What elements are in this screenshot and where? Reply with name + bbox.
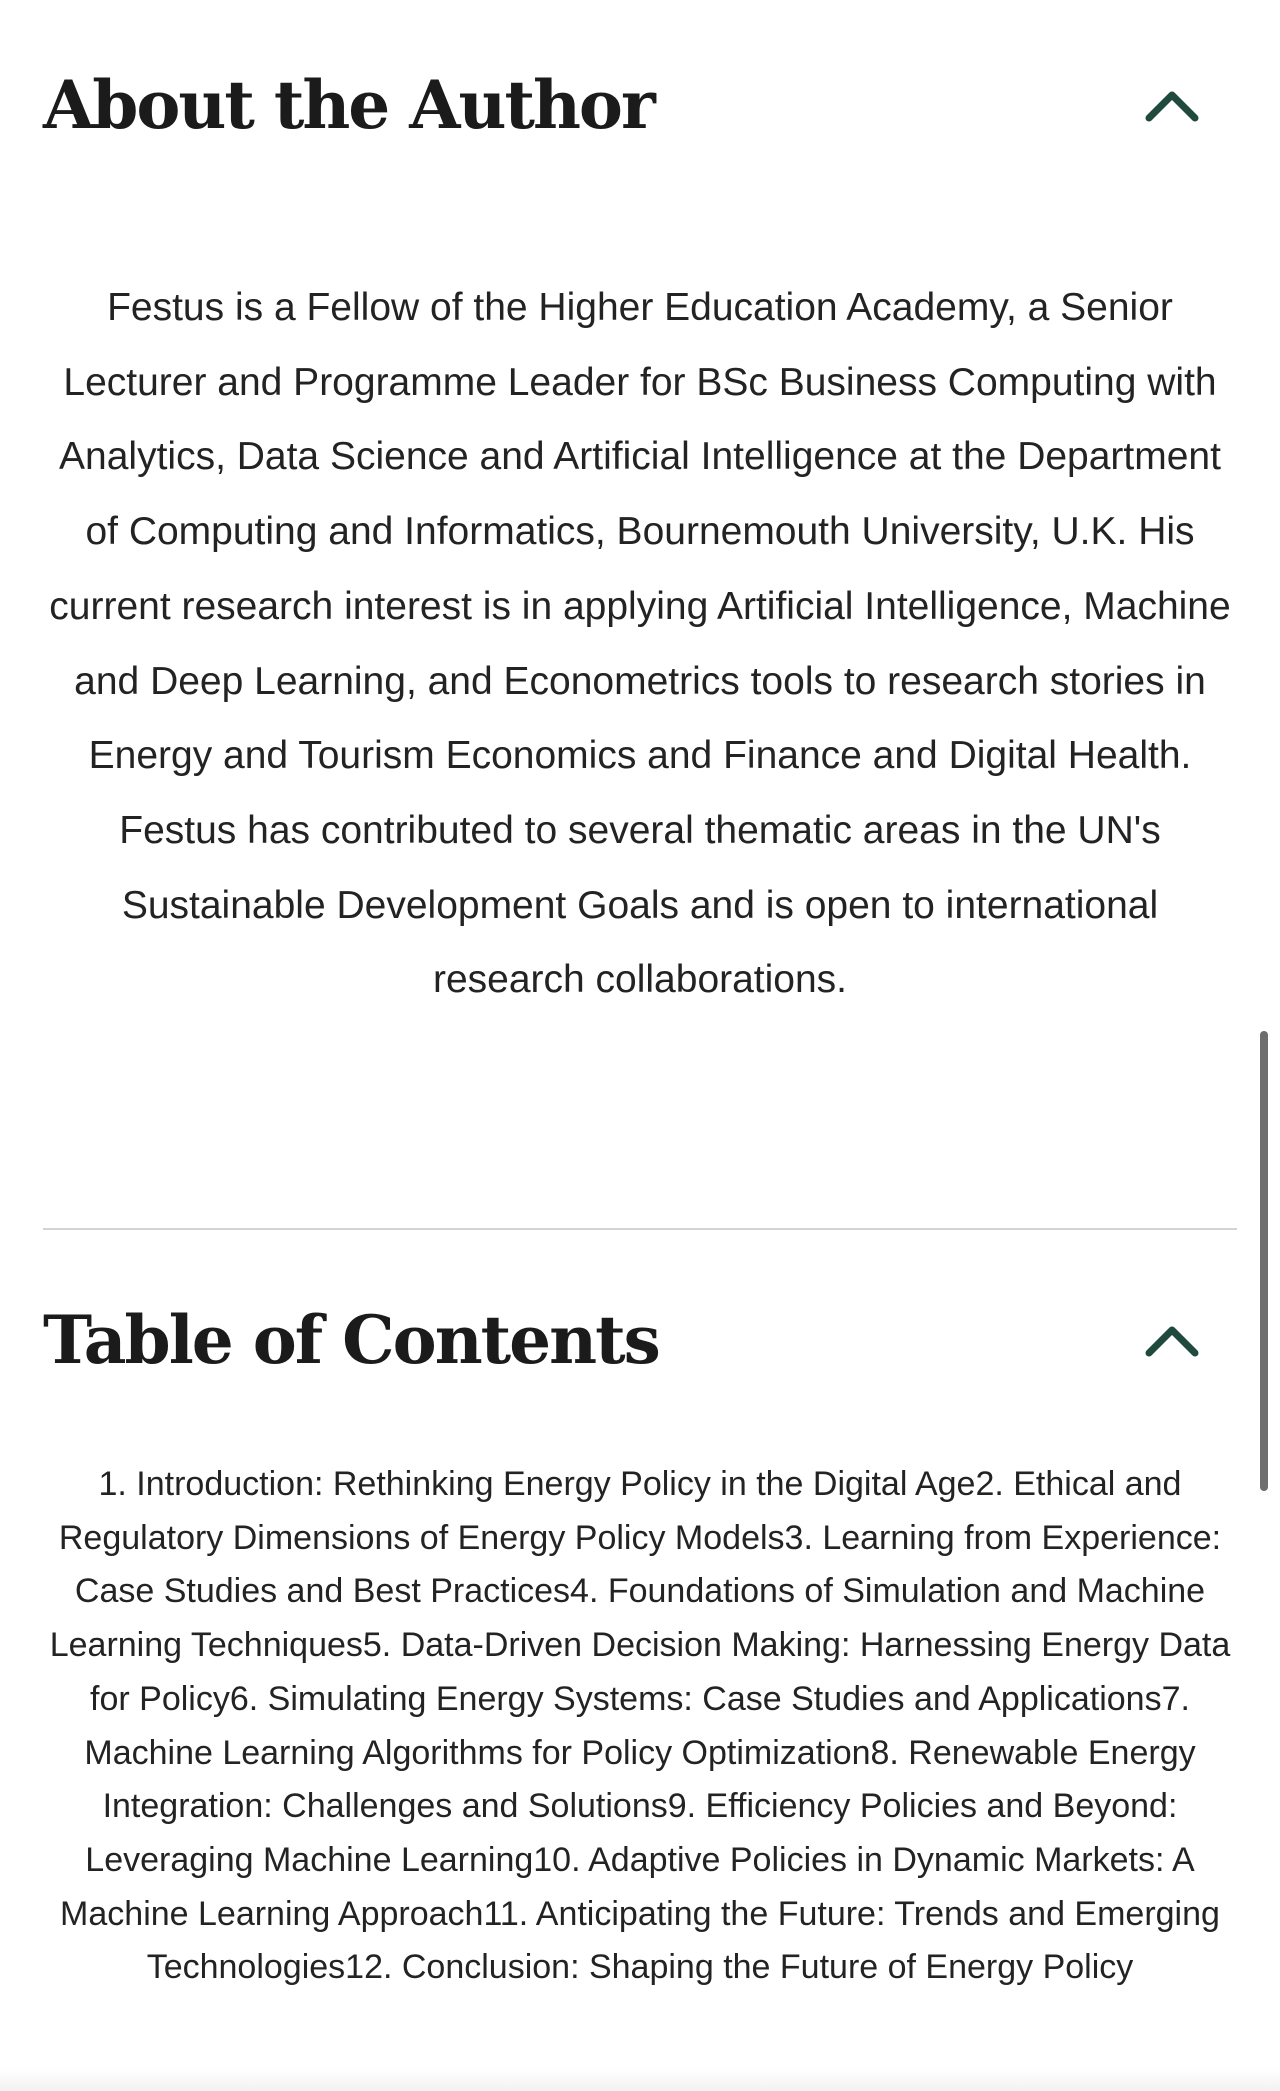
about-author-section [43,55,1237,1018]
scrollbar-thumb[interactable] [1260,1031,1268,1491]
about-author-text: Festus is a Fellow of the Higher Education Academy, a Senior Lecturer and Programme Leader for BSc Business Computing with Analytics, Data Science and Artificial Intelligence at the Department of Computing and Informatics, Bournemouth University, U.K. His current research interest is in applying Artificial Intelligence, Machine and Deep Learning, and Econometrics tools to research stories in Energy and Tourism Economics and Finance and Digital Health. Festus has contributed to several thematic areas in the UN's Sustainable Development Goals and is open to international research collaborations. [49,286,1231,1002]
about-author-title: About the Author [43,66,654,144]
table-of-contents-header[interactable] [43,1290,1237,1390]
table-of-contents-section [43,1290,1237,1995]
table-of-contents-text: 1. Introduction: Rethinking Energy Policy in the Digital Age2. Ethical and Regulatory Dimensions of Energy Policy Models3. Learning from Experience: Case Studies and Best Practices4. Foundations of Simulation and Machine Learning Techniques5. Data-Driven Decision Making: Harnessing Energy Data for Policy6. Simulating Energy Systems: Case Studies and Applications7. Machine Learning Algorithms for Policy Optimization8. Renewable Energy Integration: Challenges and Solutions9. Efficiency Policies and Beyond: Leveraging Machine Learning10. Adaptive Policies in Dynamic Markets: A Machine Learning Approach11. Anticipating the Future: Trends and Emerging Technologies12. Conclusion: Shaping the Future of Energy Policy [49,1465,1231,1987]
chevron-up-icon [1144,88,1200,122]
table-of-contents-title: Table of Contents [43,1301,659,1379]
chevron-up-icon [1144,1323,1200,1357]
table-of-contents-collapse-button[interactable] [1137,1310,1207,1370]
about-author-header[interactable] [43,55,1237,155]
about-author-collapse-button[interactable] [1137,75,1207,135]
section-divider [43,1228,1237,1230]
bottom-fade [0,2068,1280,2091]
